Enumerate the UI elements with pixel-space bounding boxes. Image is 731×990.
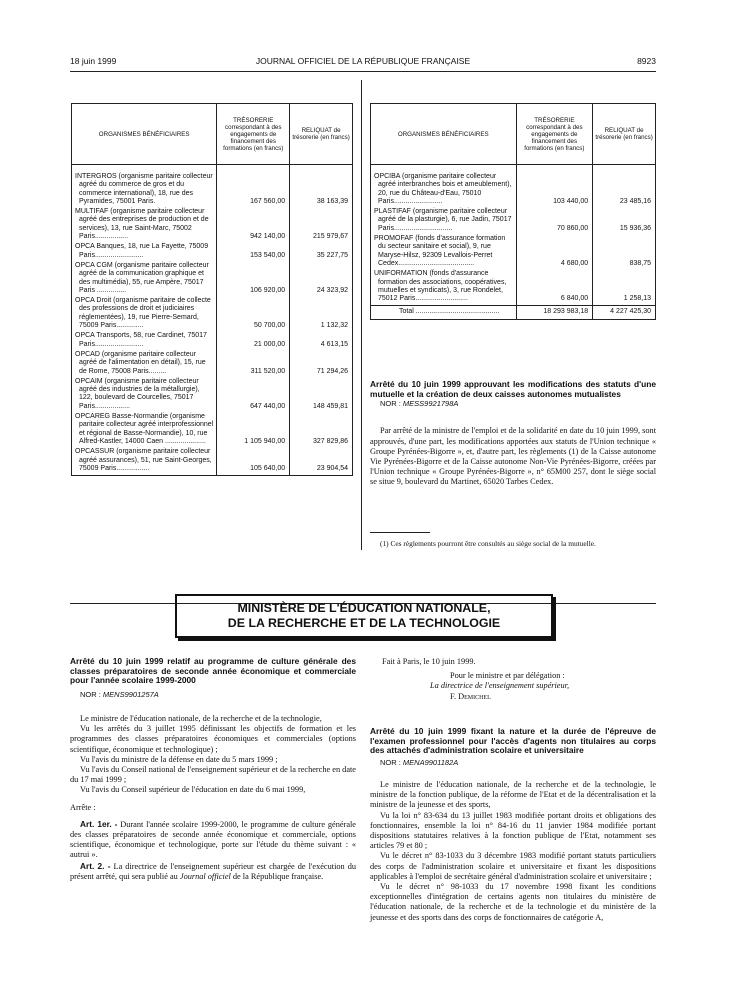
cell-org: OPCIBA (organisme paritaire collecteur agréé interbranches bois et ameublement), 20, rue du Château-d'Eau, 75010 Paris......................... [371,173,517,208]
paragraph: Vu l'avis du Conseil supérieur de l'éducation en date du 6 mai 1999, [80,785,306,795]
ministry-heading-box [175,594,553,638]
cell-tresorerie: 70 860,00 [516,208,593,235]
cell-reliquat: 38 163,39 [290,173,353,208]
ministry-line-2: DE LA RECHERCHE ET DE LA TECHNOLOGIE [227,616,501,630]
cell-tresorerie: 105 640,00 [217,448,290,475]
arrete-programme-title: Arrêté du 10 juin 1999 relatif au programme de culture générale des classes préparatoires de seconde année économique et commerciale pour l'année scolaire 1999-2000 [70,656,356,686]
arrete-mutuelle [370,380,656,488]
paragraph: Vu la loi n° 83-634 du 13 juillet 1983 modifiée portant droits et obligations des fonctionnaires, ensemble la loi n° 84-16 du 11 janvier 1984 modifiée portant dispositions statutaires relatives à la fonction publique de l'Etat, notamment ses articles 79 et 80 ; [370,810,656,851]
cell-reliquat: 4 613,15 [290,332,353,351]
arrete-programme [70,657,356,882]
total-label: Total ........................................... [371,306,517,319]
arrete-examen [370,727,656,923]
table-row [72,378,353,413]
table-row [72,208,353,243]
cell-tresorerie: 21 000,00 [217,332,290,351]
funding-table-right [370,103,656,320]
cell-org: OPCAREG Basse-Normandie (organisme paritaire collecteur agréé interprofessionnel et régional de Basse-Normandie), 10, rue Alfred-Kastler, 14000 Caen ..................... [72,413,217,448]
paragraph: Vu l'avis du ministre de la défense en date du 5 mars 1999 ; [80,754,278,764]
cell-reliquat: 35 227,75 [290,243,353,262]
table-row [72,448,353,475]
header-rule [70,71,656,72]
col-header-organismes: ORGANISMES BÉNÉFICIAIRES [371,104,517,165]
footnote-rule [370,532,430,533]
cell-tresorerie: 311 520,00 [217,351,290,378]
arrete-examen-nor: NOR : MENA9901182A [380,757,459,767]
arrete-mutuelle-footnote: (1) Ces règlements pourront être consultés au siège social de la mutuelle. [380,539,596,548]
article-1: Art. 1er. - Durant l'année scolaire 1999-2000, le programme de culture générale des classes préparatoires de seconde année économique et commerciale, options scientifique, économique et technologique, porte sur l'étude du thème suivant : « autrui ». [70,818,356,860]
signature-fait: Fait à Paris, le 10 juin 1999. [382,657,476,666]
arrete-label: Arrête : [70,802,96,812]
table-row [72,332,353,351]
cell-reliquat: 215 979,67 [290,208,353,243]
cell-reliquat: 23 904,54 [290,448,353,475]
cell-reliquat: 1 258,13 [593,270,656,306]
paragraph: Le ministre de l'éducation nationale, de la recherche et de la technologie, [80,713,322,723]
column-divider [361,80,362,550]
signature-pour: Pour le ministre et par délégation : [450,671,565,681]
header-journal-title: JOURNAL OFFICIEL DE LA RÉPUBLIQUE FRANÇAISE [255,56,471,66]
cell-tresorerie: 167 560,00 [217,173,290,208]
table-row [371,208,656,235]
table-row [72,413,353,448]
cell-org: PLASTIFAF (organisme paritaire collecteur agréé de la plasturgie), 6, rue Jadin, 75017 Paris.............................. [371,208,517,235]
cell-org: OPCASSUR (organisme paritaire collecteur agréé assurances), 51, rue Saint-Georges, 75009 Paris................. [72,448,217,475]
funding-table-left [71,103,353,476]
arrete-examen-title: Arrêté du 10 juin 1999 fixant la nature et la durée de l'épreuve de l'examen professionnel pour l'accès d'agents non titulaires au corps des attachés d'administration scolaire et universitaire [370,726,656,756]
cell-tresorerie: 153 540,00 [217,243,290,262]
cell-org: OPCA Transports, 58, rue Cardinet, 75017 Paris......................... [72,332,217,351]
header-date: 18 juin 1999 [70,56,117,66]
cell-reliquat: 148 459,81 [290,378,353,413]
table-total-row [371,306,656,319]
col-header-tresorerie: TRÉSORERIE correspondant à des engagements de financement des formations (en francs) [217,104,290,165]
signature-role: La directrice de l'enseignement supérieur, [430,681,570,691]
cell-org: OPCA CGM (organisme paritaire collecteur agréé de la communication graphique et des multimédia), 55, rue Ampère, 75017 Paris ............... [72,262,217,297]
table-row [72,351,353,378]
cell-org: PROMOFAF (fonds d'assurance formation du secteur sanitaire et social), 9, rue Maryse-Hilsz, 92309 Levallois-Perret Cedex....................................... [371,235,517,270]
cell-org: MULTIFAF (organisme paritaire collecteur agréé des entreprises de production et de services), 13, rue Saint-Marc, 75002 Paris................. [72,208,217,243]
table-row [72,297,353,332]
cell-reliquat: 23 485,16 [593,173,656,208]
paragraph: Vu le décret n° 83-1033 du 3 décembre 1983 modifié portant statuts particuliers des corps de l'administration scolaire et universitaire et fixant les dispositions applicables à l'emploi de secrétaire général d'administration scolaire et universitaire ; [370,851,656,881]
cell-reliquat: 838,75 [593,235,656,270]
arrete-mutuelle-title: Arrêté du 10 juin 1999 approuvant les modifications des statuts d'une mutuelle et la création de deux caisses autonomes mutualistes [370,379,656,399]
cell-reliquat: 24 323,92 [290,262,353,297]
cell-reliquat: 15 936,36 [593,208,656,235]
arrete-mutuelle-body: Par arrêté de la ministre de l'emploi et de la solidarité en date du 10 juin 1999, sont approuvés, d'une part, les modifications apportées aux statuts de l'Union technique « Groupe Pyrénées-Bigorre », et, d'autre part, les règlements (1) de la Caisse autonome Vie Pyrénées-Bigorre et de la Caisse autonome Non-Vie Pyrénées-Bigorre, créées par l'Union technique « Groupe Pyrénées-Bigorre », n° 65M00 257, dont le siège social se situe 9, boulevard du Martinet, 65020 Tarbes Cedex. [370,426,656,487]
cell-tresorerie: 4 680,00 [516,235,593,270]
paragraph: Le ministre de l'éducation nationale, de la recherche et de la technologie, le ministre de la fonction publique, de la réforme de l'Etat et de la décentralisation et la ministre de la jeunesse et des sports, [370,779,656,810]
cell-org: OPCA Banques, 18, rue La Fayette, 75009 Paris......................... [72,243,217,262]
total-reliquat: 4 227 425,30 [593,306,656,319]
arrete-programme-nor: NOR : MENS9901257A [80,689,159,699]
total-tresorerie: 18 293 983,18 [516,306,593,319]
cell-org: OPCAD (organisme paritaire collecteur agréé de l'alimentation en détail), 15, rue de Rome, 75008 Paris......... [72,351,217,378]
cell-tresorerie: 106 920,00 [217,262,290,297]
cell-tresorerie: 6 840,00 [516,270,593,306]
cell-reliquat: 327 829,86 [290,413,353,448]
paragraph: Vu l'avis du Conseil national de l'enseignement supérieur et de la recherche en date du 17 mai 1999 ; [70,765,356,785]
table-row [371,173,656,208]
col-header-organismes: ORGANISMES BÉNÉFICIAIRES [72,104,217,165]
cell-tresorerie: 50 700,00 [217,297,290,332]
article-2: Art. 2. - La directrice de l'enseignement supérieur est chargée de l'exécution du présent arrêté, qui sera publié au Journal officiel de la République française. [70,860,356,881]
cell-org: UNIFORMATION (fonds d'assurance formation des associations, coopératives, mutuelles et syndicats), 3, rue Rondelet, 75012 Paris........................... [371,270,517,306]
cell-reliquat: 71 294,26 [290,351,353,378]
table-row [371,270,656,306]
signature-name: F. Demichel [450,691,491,701]
arrete-mutuelle-nor: NOR : MESS9921798A [380,399,459,409]
cell-reliquat: 1 132,32 [290,297,353,332]
paragraph: Vu le décret n° 98-1033 du 17 novembre 1998 fixant les conditions exceptionnelles d'intégration de certains agents non titulaires du ministère de l'éducation nationale, de la recherche et de la technologie et du ministère de la jeunesse et des sports dans des corps de fonctionnaires de catégorie A, [370,882,656,922]
col-header-reliquat: RELIQUAT de trésorerie (en francs) [593,104,656,165]
ministry-line-1: MINISTÈRE DE L'ÉDUCATION NATIONALE, [237,601,491,615]
cell-tresorerie: 1 105 940,00 [217,413,290,448]
col-header-reliquat: RELIQUAT de trésorerie (en francs) [290,104,353,165]
table-row [72,243,353,262]
table-row [72,262,353,297]
col-header-tresorerie: TRÉSORERIE correspondant à des engagements de financement des formations (en francs) [516,104,593,165]
page-header [70,56,656,70]
paragraph: Vu les arrêtés du 3 juillet 1995 définissant les objectifs de formation et les programmes des classes préparatoires économiques et commerciales (options scientifique, économique et technologique) ; [70,724,356,754]
signature-block [370,657,656,702]
cell-tresorerie: 647 440,00 [217,378,290,413]
cell-org: OPCAIM (organisme paritaire collecteur agréé des industries de la métallurgie), 122, boulevard de Courcelles, 75017 Paris.................. [72,378,217,413]
cell-tresorerie: 103 440,00 [516,173,593,208]
table-row [72,173,353,208]
table-row [371,235,656,270]
cell-org: INTERGROS (organisme paritaire collecteur agréé du commerce de gros et du commerce international), 18, rue des Pyramides, 75001 Paris. [72,173,217,208]
cell-tresorerie: 942 140,00 [217,208,290,243]
header-page-number: 8923 [637,56,656,66]
cell-org: OPCA Droit (organisme paritaire de collecte des professions de droit et judiciaires réglementées), 19, rue Pierre-Semard, 75009 Paris.............. [72,297,217,332]
